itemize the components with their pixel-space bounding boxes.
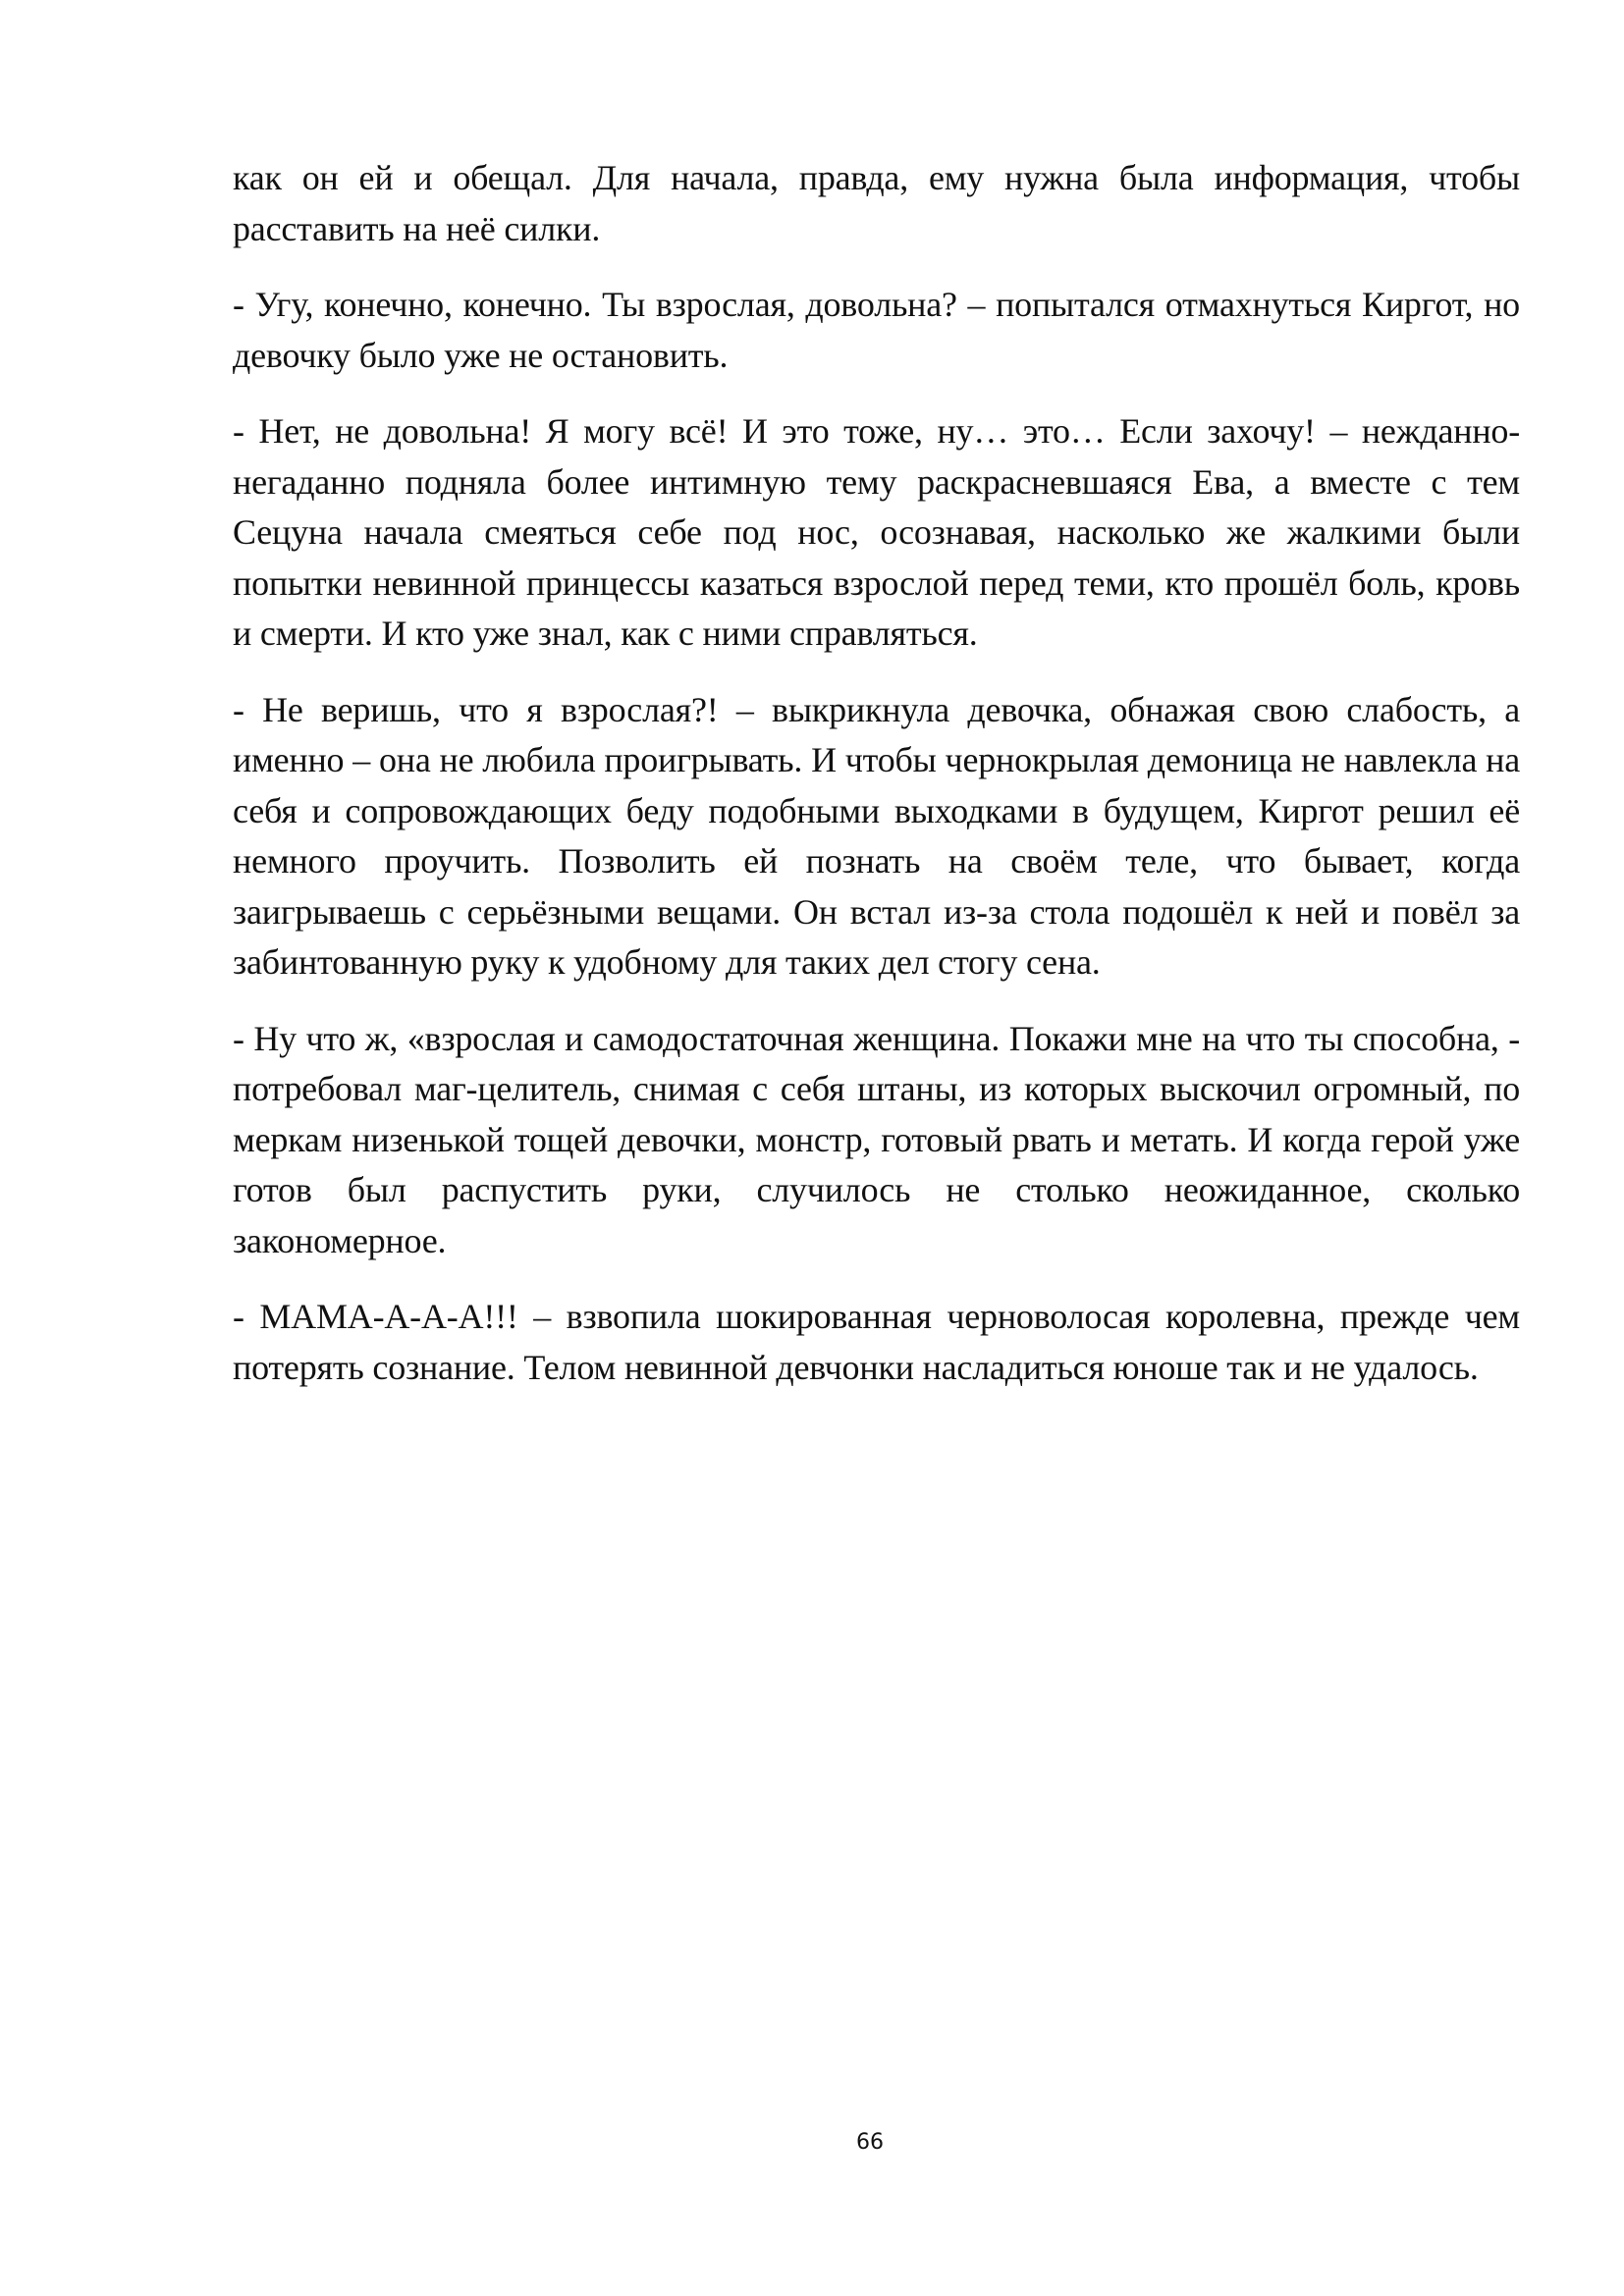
paragraph: - Ну что ж, «взрослая и самодостаточная женщина. Покажи мне на что ты способна, - потребовал маг-целитель, снимая с себя штаны, из которых выскочил огромный, по меркам низенькой тощей девочки, монстр, готовый рвать и метать. И когда герой уже готов был распустить руки, случилось не столько неожиданное, сколько закономерное.	[233, 1018, 1520, 1260]
paragraph: - МАМА-А-А-А!!! – взвопила шокированная черноволосая королевна, прежде чем потерять сознание. Телом невинной девчонки насладиться юноше так и не удалось.	[233, 1297, 1520, 1387]
page-number: 66	[856, 2130, 884, 2155]
paragraph: - Угу, конечно, конечно. Ты взрослая, довольна? – попытался отмахнуться Киргот, но девочку было уже не остановить.	[233, 285, 1520, 375]
paragraph: как он ей и обещал. Для начала, правда, ему нужна была информация, чтобы расставить на неё силки.	[233, 158, 1520, 248]
paragraph: - Не веришь, что я взрослая?! – выкрикнула девочка, обнажая свою слабость, а именно – она не любила проигрывать. И чтобы чернокрылая демоница не навлекла на себя и сопровождающих беду подобными выходками в будущем, Киргот решил её немного проучить. Позволить ей познать на своём теле, что бывает, когда заигрываешь с серьёзными вещами. Он встал из-за стола подошёл к ней и повёл за забинтованную руку к удобному для таких дел стогу сена.	[233, 689, 1520, 982]
paragraph: - Нет, не довольна! Я могу всё! И это тоже, ну… это… Если захочу! – нежданно-негаданно подняла более интимную тему раскрасневшаяся Ева, а вместе с тем Сецуна начала смеяться себе под нос, осознавая, насколько же жалкими были попытки невинной принцессы казаться взрослой перед теми, кто прошёл боль, кровь и смерти. И кто уже знал, как с ними справляться.	[233, 411, 1520, 653]
body-text	[233, 153, 1520, 1418]
